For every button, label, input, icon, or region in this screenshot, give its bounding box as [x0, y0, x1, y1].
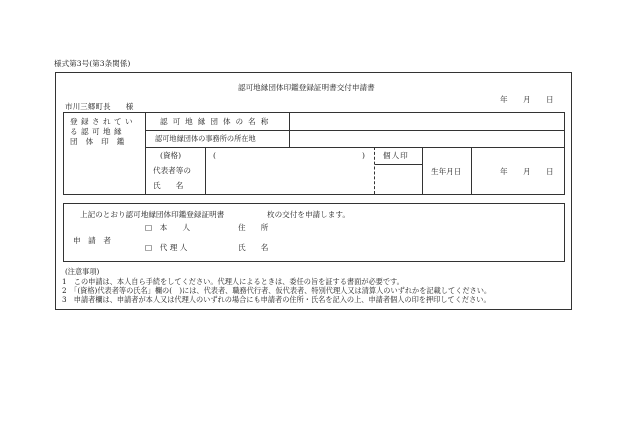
- name-label: 氏 名: [238, 243, 269, 252]
- notes-heading: (注意事項): [65, 267, 100, 276]
- office-address-field[interactable]: [290, 131, 564, 147]
- date-year: 年: [500, 95, 508, 104]
- form-title: 認可地縁団体印鑑登録証明書交付申請書: [238, 83, 375, 92]
- qualification-label: (資格): [160, 151, 182, 160]
- birth-year: 年: [500, 167, 508, 176]
- form-number: 様式第3号(第3条関係): [54, 59, 131, 68]
- personal-seal-box[interactable]: [376, 166, 421, 193]
- copies-count-field[interactable]: [234, 208, 264, 220]
- date-day: 日: [546, 95, 554, 104]
- note-1: 1 この申請は、本人自ら手続をしてください。代理人によるときは、委任の旨を証する書面が必要です。: [62, 277, 404, 286]
- agent-checkbox[interactable]: □ 代 理 人: [145, 243, 188, 252]
- group-name-label: 認可地縁団体の名称: [160, 117, 274, 126]
- office-address-label: 認可地縁団体の事務所の所在地: [155, 134, 256, 143]
- date-month: 月: [523, 95, 531, 104]
- registered-seal-label-1: 登録されてい: [70, 117, 136, 126]
- note-2: 2 「(資格)代表者等の氏名」欄の( )には、代表者、職務代行者、仮代表者、特別代理人又は清算人のいずれかを記載してください。: [62, 286, 492, 295]
- self-checkbox[interactable]: □ 本 人: [145, 223, 191, 232]
- birth-date-label: 生年月日: [431, 167, 462, 176]
- personal-seal-label: 個人印: [383, 151, 409, 160]
- copies-text: 枚の交付を申請します。: [267, 210, 350, 219]
- representative-label-1: 代表者等の: [153, 166, 191, 175]
- representative-name-field[interactable]: [206, 162, 373, 193]
- birth-month: 月: [523, 167, 531, 176]
- applicant-address-field[interactable]: [290, 220, 560, 234]
- qualification-paren-close: ): [362, 151, 365, 160]
- registered-seal-label-3: 団体印鑑: [70, 137, 133, 146]
- qualification-paren-open: (: [213, 151, 216, 160]
- group-name-field[interactable]: [290, 113, 564, 130]
- representative-label-2: 氏 名: [153, 181, 184, 190]
- registered-seal-label-2: る認可地縁: [70, 127, 125, 136]
- note-3: 3 申請者欄は、申請者が本人又は代理人のいずれの場合にも申請者の住所・氏名を記入の上、申請者個人の印を押印してください。: [62, 295, 491, 304]
- address-label: 住 所: [238, 223, 269, 232]
- addressee: 市川三郷町長 様: [65, 102, 134, 111]
- birth-day: 日: [546, 167, 554, 176]
- applicant-name-field[interactable]: [290, 240, 560, 254]
- applicant-label: 申 請 者: [73, 236, 111, 245]
- request-text: 上記のとおり認可地縁団体印鑑登録証明書: [80, 210, 225, 219]
